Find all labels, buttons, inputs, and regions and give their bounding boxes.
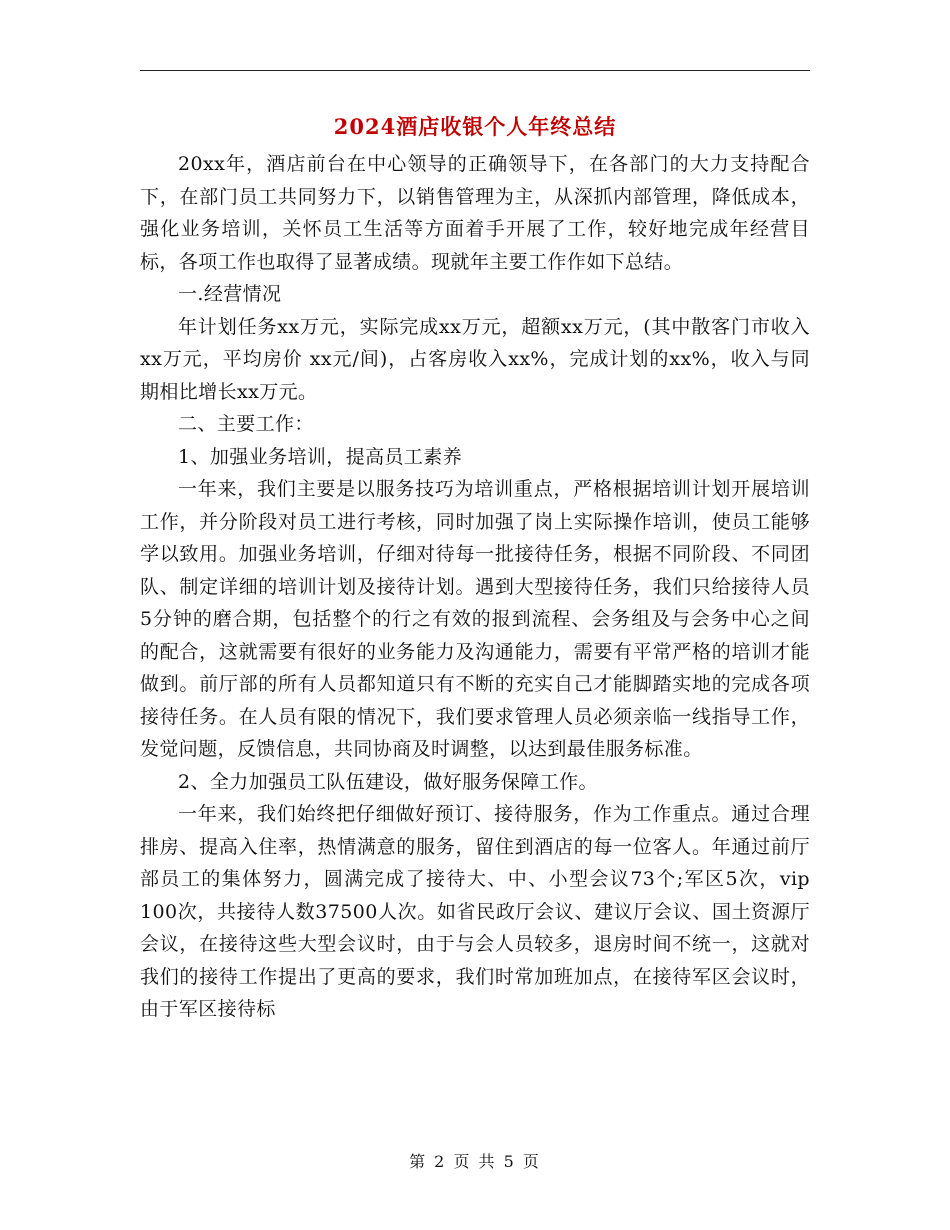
paragraph-team-building: 一年来，我们始终把仔细做好预订、接待服务，作为工作重点。通过合理排房、提高入住率，热情满意的服务，留住到酒店的每一位客人。年通过前厅部员工的集体努力，圆满完成了接待大、中、小型会议73个;军区5次，vip 100次，共接待人数37500人次。如省民政厅会议、建议厅会议、国土资源厅会议，在接待这些大型会议时，由于与会人员较多，退房时间不统一，这就对我们的接待工作提出了更高的要求，我们时常加班加点，在接待军区会议时，由于军区接待标 bbox=[140, 803, 810, 1020]
subheading-training: 1、加强业务培训，提高员工素养 bbox=[178, 445, 463, 468]
heading-main-work: 二、主要工作： bbox=[178, 413, 314, 435]
paragraph-business-status: 年计划任务xx万元，实际完成xx万元，超额xx万元，(其中散客门市收入xx万元，平均房价 xx元/间)，占客房收入xx%，完成计划的xx%，收入与同期相比增长xx万元。 bbox=[140, 315, 810, 403]
document-body bbox=[140, 148, 810, 1026]
subheading-team-building: 2、全力加强员工队伍建设，做好服务保障工作。 bbox=[178, 770, 598, 793]
paragraph-intro: 20xx年，酒店前台在中心领导的正确领导下，在各部门的大力支持配合下，在部门员工共同努力下，以销售管理为主，从深抓内部管理，降低成本，强化业务培训，关怀员工生活等方面着手开展了工作，较好地完成年经营目标，各项工作也取得了显著成绩。现就年主要工作作如下总结。 bbox=[140, 153, 810, 273]
page-number: 第 2 页 共 5 页 bbox=[409, 1152, 541, 1171]
document-title: 2024酒店收银个人年终总结 bbox=[333, 114, 617, 139]
header-rule bbox=[140, 70, 810, 71]
paragraph-training: 一年来，我们主要是以服务技巧为培训重点，严格根据培训计划开展培训工作，并分阶段对员工进行考核，同时加强了岗上实际操作培训，使员工能够学以致用。加强业务培训，仔细对待每一批接待任务，根据不同阶段、不同团队、制定详细的培训计划及接待计划。遇到大型接待任务，我们只给接待人员5分钟的磨合期，包括整个的行之有效的报到流程、会务组及与会务中心之间的配合，这就需要有很好的业务能力及沟通能力，需要有平常严格的培训才能做到。前厅部的所有人员都知道只有不断的充实自己才能脚踏实地的完成各项接待任务。在人员有限的情况下，我们要求管理人员必须亲临一线指导工作，发觉问题，反馈信息，共同协商及时调整，以达到最佳服务标准。 bbox=[140, 478, 810, 760]
heading-business-status: 一.经营情况 bbox=[178, 283, 282, 305]
